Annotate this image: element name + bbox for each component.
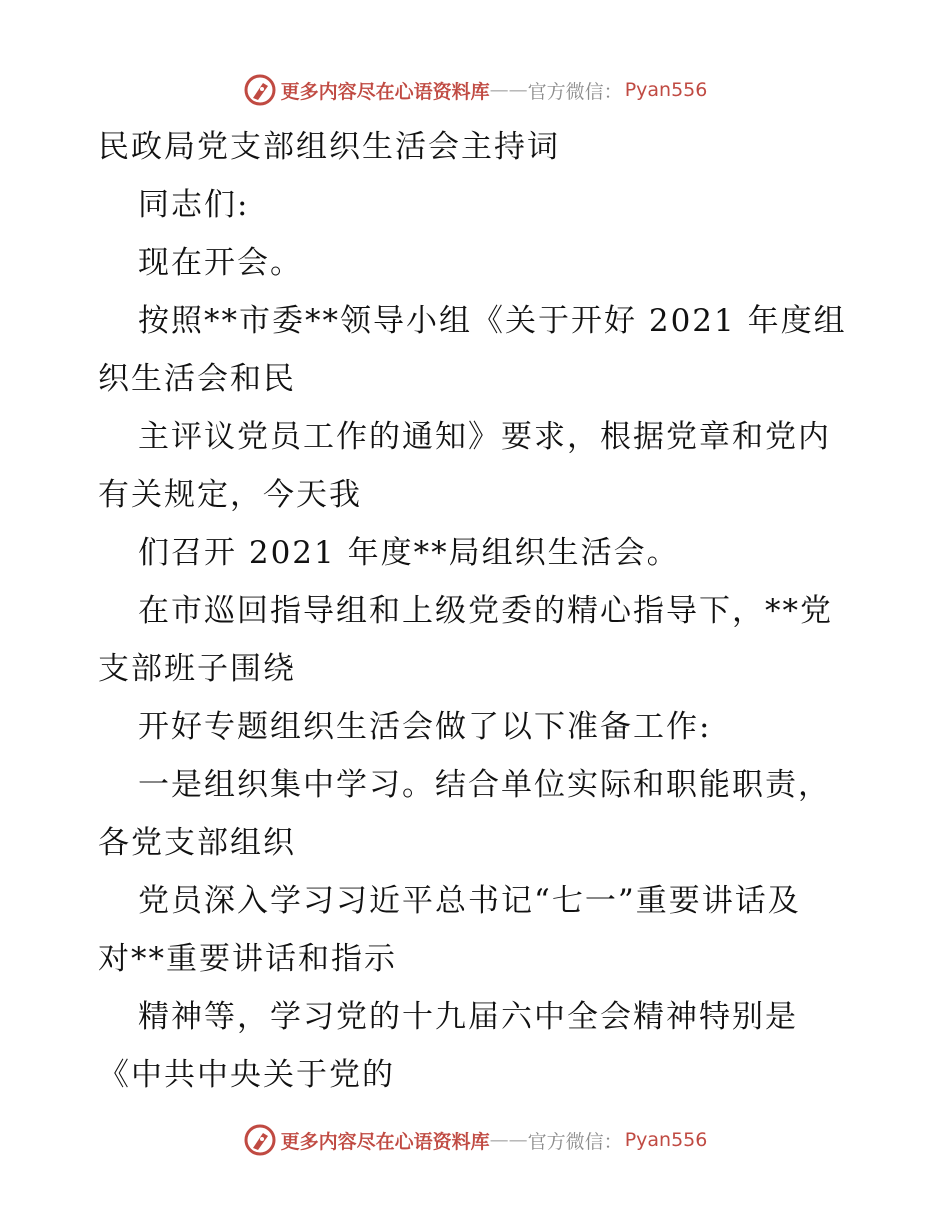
header-banner xyxy=(0,70,950,110)
doc-line: 精神等，学习党的十九届六中全会精神特别是 xyxy=(138,999,798,1035)
doc-line: 各党支部组织 xyxy=(98,825,296,861)
doc-line: 开好专题组织生活会做了以下准备工作: xyxy=(138,709,712,745)
header-dash: —— xyxy=(489,79,528,101)
pen-nib-circle-icon xyxy=(243,1123,277,1157)
header-official-label: 官方微信： xyxy=(527,80,623,103)
footer-official-label: 官方微信： xyxy=(527,1130,623,1153)
footer-wechat-id: Pyan556 xyxy=(624,1129,708,1151)
doc-line: 按照**市委**领导小组《关于开好 2021 年度组 xyxy=(138,303,847,339)
doc-line: 一是组织集中学习。结合单位实际和职能职责， xyxy=(138,767,831,803)
doc-line: 党员深入学习习近平总书记“七一”重要讲话及 xyxy=(138,883,801,919)
doc-line: 现在开会。 xyxy=(138,245,303,281)
doc-line: 主评议党员工作的通知》要求，根据党章和党内 xyxy=(138,419,831,455)
header-wechat-id: Pyan556 xyxy=(624,79,708,101)
doc-line: 支部班子围绕 xyxy=(98,651,296,687)
doc-line: 在市巡回指导组和上级党委的精心指导下，**党 xyxy=(138,593,833,629)
doc-line: 们召开 2021 年度**局组织生活会。 xyxy=(138,535,680,571)
doc-line: 同志们: xyxy=(138,187,250,223)
footer-dash: —— xyxy=(489,1129,528,1151)
doc-line: 《中共中央关于党的 xyxy=(98,1057,395,1093)
doc-line: 对**重要讲话和指示 xyxy=(98,941,397,977)
footer-banner xyxy=(0,1120,950,1160)
footer-site-name: 更多内容尽在心语资料库 xyxy=(280,1130,490,1153)
doc-line: 有关规定，今天我 xyxy=(98,477,362,513)
doc-title: 民政局党支部组织生活会主持词 xyxy=(98,129,560,165)
pen-nib-circle-icon xyxy=(243,73,277,107)
doc-line: 织生活会和民 xyxy=(98,361,296,397)
header-site-name: 更多内容尽在心语资料库 xyxy=(280,80,490,103)
document-body xyxy=(98,125,858,1111)
